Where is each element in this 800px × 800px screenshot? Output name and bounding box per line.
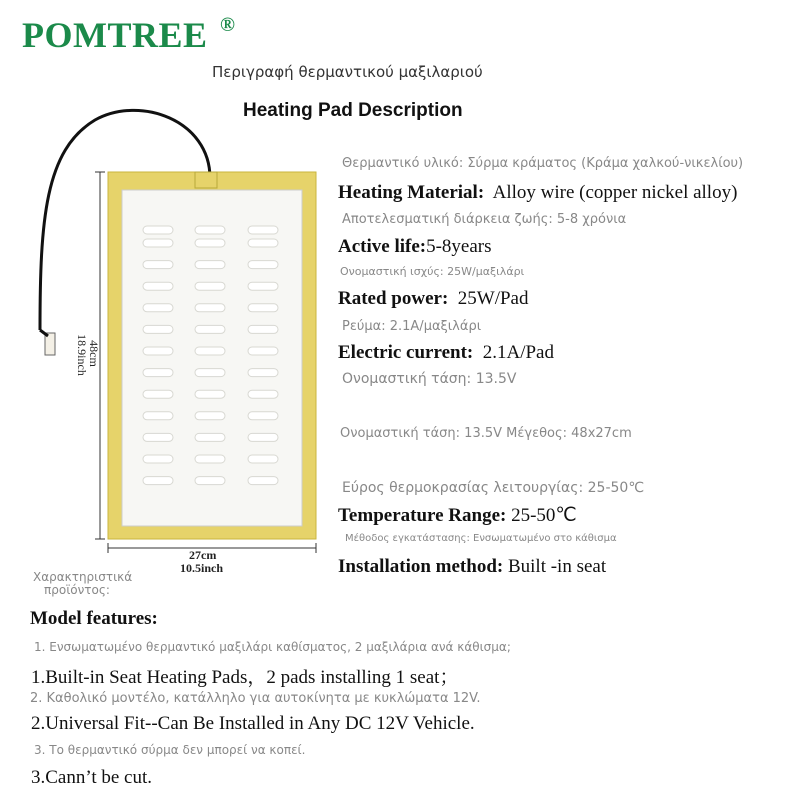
spec-life (338, 236, 492, 258)
heating-slot (248, 455, 278, 463)
heating-slot (143, 261, 173, 269)
brand-logo: POMTREE (22, 15, 208, 55)
spec-material-value: Alloy wire (copper nickel alloy) (492, 182, 738, 203)
feature-2-greek: 2. Καθολικό μοντέλο, κατάλληλο για αυτοκίνητα με κυκλώματα 12V. (30, 691, 481, 706)
width-inch: 10.5inch (180, 561, 224, 575)
heating-slot (143, 455, 173, 463)
heating-slot (143, 239, 173, 247)
feature-1: 1.Built-in Seat Heating Pads，2 pads installing 1 seat； (31, 667, 459, 688)
heating-slot (143, 325, 173, 333)
heating-slot (248, 304, 278, 312)
spec-voltage-greek: Ονομαστική τάση: 13.5V (342, 371, 517, 387)
heating-slot (248, 477, 278, 485)
heating-slot (143, 369, 173, 377)
heating-slot (195, 282, 225, 290)
spec-power-label: Rated power: (338, 288, 449, 309)
heating-slot (143, 433, 173, 441)
heating-slot (143, 477, 173, 485)
heating-slot (248, 412, 278, 420)
heating-slot (195, 412, 225, 420)
features-heading-greek (33, 570, 133, 597)
spec-power-greek: Ονομαστική ισχύς: 25W/μαξιλάρι (340, 265, 525, 278)
spec-temp-greek: Εύρος θερμοκρασίας λειτουργίας: 25-50℃ (342, 480, 645, 496)
heating-slot (248, 239, 278, 247)
spec-power-value: 25W/Pad (457, 288, 529, 309)
heating-slot (248, 325, 278, 333)
spec-install (338, 556, 606, 578)
heating-slot (195, 239, 225, 247)
heating-slot (248, 433, 278, 441)
spec-current (338, 342, 554, 364)
heating-slot (143, 226, 173, 234)
feature-3: 3.Cann’t be cut. (31, 767, 153, 788)
spec-install-label: Installation method: (338, 556, 504, 577)
heating-slot (143, 390, 173, 398)
spec-material-label: Heating Material: (338, 182, 485, 203)
heating-slot (195, 261, 225, 269)
heating-slot (248, 282, 278, 290)
spec-temp (338, 504, 577, 527)
heating-slot (195, 304, 225, 312)
spec-life-value: 5-8years (426, 236, 492, 257)
heating-slot (143, 282, 173, 290)
pad-cable-entry (195, 172, 217, 188)
heating-slot (248, 369, 278, 377)
heating-slot (143, 304, 173, 312)
height-inch: 18.9inch (75, 334, 89, 376)
heating-slot (143, 347, 173, 355)
spec-install-value: Built -in seat (507, 556, 607, 577)
spec-current-value: 2.1A/Pad (482, 342, 554, 363)
spec-voltage-size-greek: Ονομαστική τάση: 13.5V Μέγεθος: 48x27cm (340, 426, 632, 441)
spec-current-greek: Ρεύμα: 2.1A/μαξιλάρι (342, 319, 482, 334)
heating-slot (248, 390, 278, 398)
features-heading-greek-line2: προϊόντος: (44, 583, 110, 597)
heating-slot (248, 347, 278, 355)
heating-slot (195, 433, 225, 441)
heating-slot (248, 261, 278, 269)
heating-slot (248, 226, 278, 234)
heating-slot (195, 390, 225, 398)
feature-1-greek: 1. Ενσωματωμένο θερμαντικό μαξιλάρι καθίσματος, 2 μαξιλάρια ανά κάθισμα; (34, 640, 511, 654)
registered-mark: ® (220, 14, 235, 36)
subtitle-greek: Περιγραφή θερμαντικού μαξιλαριού (212, 63, 483, 81)
spec-current-label: Electric current: (338, 342, 474, 363)
heating-slot (195, 455, 225, 463)
spec-life-greek: Αποτελεσματική διάρκεια ζωής: 5-8 χρόνια (342, 212, 627, 227)
heating-slot (143, 412, 173, 420)
spec-temp-value: 25-50℃ (511, 505, 577, 526)
spec-material-greek: Θερμαντικό υλικό: Σύρμα κράματος (Κράμα χαλκού-νικελίου) (342, 156, 744, 171)
spec-install-greek: Μέθοδος εγκατάστασης: Ενσωματωμένο στο κάθισμα (345, 533, 617, 544)
heating-slot (195, 325, 225, 333)
heating-slot (195, 369, 225, 377)
spec-material (338, 182, 737, 204)
features-heading: Model features: (30, 608, 158, 629)
spec-life-label: Active life: (338, 236, 427, 257)
page-title: Heating Pad Description (243, 100, 463, 121)
feature-3-greek: 3. Το θερμαντικό σύρμα δεν μπορεί να κοπεί. (34, 743, 306, 757)
heating-slot (195, 477, 225, 485)
spec-temp-label: Temperature Range: (338, 505, 507, 526)
heating-slot (195, 347, 225, 355)
width-cm: 27cm (189, 548, 217, 562)
spec-power (338, 288, 529, 310)
height-cm: 48cm (87, 340, 101, 367)
feature-2: 2.Universal Fit--Can Be Installed in Any DC 12V Vehicle. (31, 713, 475, 734)
height-dimension-label (75, 334, 101, 376)
features-heading-greek-line1: Χαρακτηριστικά (33, 570, 133, 584)
heating-slot (195, 226, 225, 234)
